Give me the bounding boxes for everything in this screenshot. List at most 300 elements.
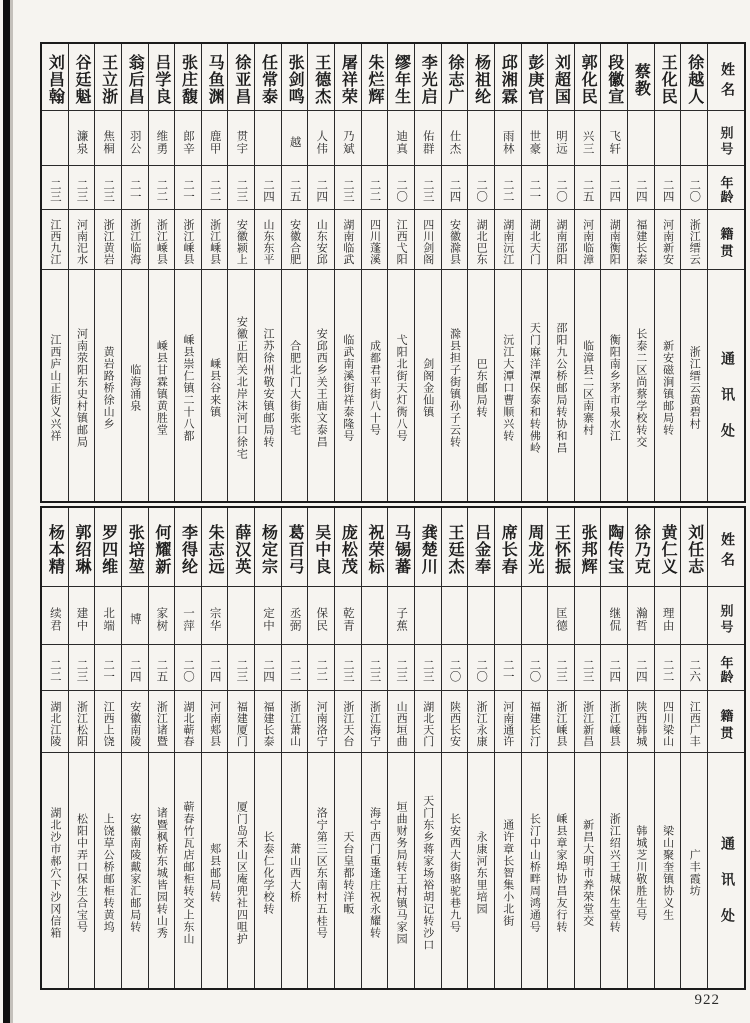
person-address: 滁县担子街镇孙子云转 xyxy=(442,269,468,501)
person-age: 二二 xyxy=(362,165,388,209)
person-column xyxy=(334,508,361,988)
person-address: 松阳中弄口保生合宝号 xyxy=(69,752,95,988)
person-address: 安徽南陵戴家汇邮局转 xyxy=(122,752,148,988)
person-age: 二三 xyxy=(335,165,361,209)
person-alias: 濂泉 xyxy=(69,110,95,165)
person-column xyxy=(68,44,95,501)
person-address: 河南荥阳东史村镇邮局 xyxy=(69,269,95,501)
person-name: 何耀新 xyxy=(152,524,170,575)
person-alias: 羽公 xyxy=(122,110,148,165)
person-native-place: 浙江海宁 xyxy=(362,690,388,752)
person-name: 吕金奉 xyxy=(472,524,490,575)
person-column xyxy=(227,44,254,501)
person-name: 缪年生 xyxy=(392,54,410,105)
person-address: 弋阳北街天灯衖八号 xyxy=(388,269,414,501)
person-native-place: 浙江缙云 xyxy=(681,209,707,269)
person-column xyxy=(680,508,707,988)
person-native-place: 浙江临海 xyxy=(122,209,148,269)
person-native-place: 湖南衡阳 xyxy=(601,209,627,269)
person-alias: 定中 xyxy=(255,586,281,644)
person-name: 郭化民 xyxy=(579,54,597,105)
person-native-place: 湖北天门 xyxy=(522,209,548,269)
person-alias xyxy=(575,586,601,644)
person-native-place: 浙江诸暨 xyxy=(149,690,175,752)
person-native-place: 浙江永康 xyxy=(468,690,494,752)
person-column xyxy=(521,44,548,501)
person-alias: 乃斌 xyxy=(335,110,361,165)
person-native-place: 江西弋阳 xyxy=(388,209,414,269)
person-age: 二四 xyxy=(628,165,654,209)
person-address: 长泰二区尚蔡学校转交 xyxy=(628,269,654,501)
person-column xyxy=(574,508,601,988)
person-native-place: 湖南邵阳 xyxy=(548,209,574,269)
person-name: 陶传宝 xyxy=(605,524,623,575)
person-native-place: 湖北天门 xyxy=(415,690,441,752)
person-column xyxy=(680,44,707,501)
person-name: 朱烂辉 xyxy=(366,54,384,105)
person-age: 二四 xyxy=(601,165,627,209)
person-native-place: 山东东平 xyxy=(255,209,281,269)
person-name: 徐志广 xyxy=(445,54,463,105)
person-column xyxy=(414,508,441,988)
row-header-name: 姓名 xyxy=(719,532,735,572)
person-address: 嵊县谷来镇 xyxy=(202,269,228,501)
person-column xyxy=(148,44,175,501)
person-alias xyxy=(628,110,654,165)
person-column xyxy=(201,44,228,501)
person-native-place: 湖北蕲春 xyxy=(175,690,201,752)
person-alias xyxy=(415,586,441,644)
person-alias: 北端 xyxy=(95,586,121,644)
row-header-age: 年龄 xyxy=(708,165,744,209)
person-address: 江苏徐州敬安镇邮局转 xyxy=(255,269,281,501)
row-header-column xyxy=(707,44,744,501)
person-address: 新昌大明市养荣堂交 xyxy=(575,752,601,988)
person-alias: 丞弼 xyxy=(282,586,308,644)
person-age: 二三 xyxy=(69,644,95,690)
person-alias: 瀚哲 xyxy=(628,586,654,644)
person-name: 徐亚昌 xyxy=(232,54,250,105)
person-address: 嵊县崇仁镇二十八都 xyxy=(175,269,201,501)
person-age: 二四 xyxy=(308,165,334,209)
person-column xyxy=(307,508,334,988)
person-age: 二三 xyxy=(228,165,254,209)
person-column xyxy=(547,508,574,988)
person-age: 二一 xyxy=(495,644,521,690)
person-native-place: 江西上饶 xyxy=(95,690,121,752)
person-age: 二〇 xyxy=(388,165,414,209)
row-header-column xyxy=(707,508,744,988)
person-age: 二〇 xyxy=(548,165,574,209)
person-native-place: 福建长泰 xyxy=(628,209,654,269)
person-column xyxy=(254,44,281,501)
person-native-place: 河南汜水 xyxy=(69,209,95,269)
person-native-place: 陕西长安 xyxy=(442,690,468,752)
person-address: 安徽正阳关北岸沫河口徐宅 xyxy=(228,269,254,501)
person-age: 二〇 xyxy=(681,165,707,209)
person-age: 二四 xyxy=(122,644,148,690)
person-name: 薛汉英 xyxy=(232,524,250,575)
person-column xyxy=(521,508,548,988)
person-column xyxy=(254,508,281,988)
person-native-place: 浙江嵊县 xyxy=(175,209,201,269)
person-age: 二六 xyxy=(681,644,707,690)
person-age: 二五 xyxy=(282,165,308,209)
person-alias xyxy=(681,586,707,644)
person-native-place: 河南郏县 xyxy=(202,690,228,752)
person-column xyxy=(121,508,148,988)
person-column xyxy=(494,508,521,988)
person-age: 二三 xyxy=(575,644,601,690)
person-name: 谷廷魁 xyxy=(72,54,90,105)
person-name: 黄仁义 xyxy=(659,524,677,575)
person-name: 李得纶 xyxy=(179,524,197,575)
person-name: 马锡蕃 xyxy=(392,524,410,575)
person-native-place: 湖南临武 xyxy=(335,209,361,269)
person-address: 临武南溪街祥泰隆号 xyxy=(335,269,361,501)
person-alias: 明远 xyxy=(548,110,574,165)
person-column xyxy=(94,44,121,501)
person-name: 蔡教 xyxy=(632,62,650,97)
person-name: 杨祖纶 xyxy=(472,54,490,105)
person-age: 二一 xyxy=(122,165,148,209)
person-age: 二二 xyxy=(655,644,681,690)
person-column xyxy=(174,508,201,988)
person-name: 王化民 xyxy=(659,54,677,105)
person-address: 蕲春竹瓦店邮柜转交上东山 xyxy=(175,752,201,988)
person-name: 任常泰 xyxy=(259,54,277,105)
person-column xyxy=(574,44,601,501)
person-age: 二一 xyxy=(522,165,548,209)
person-address: 湖北沙市郝穴下沙冈信箱 xyxy=(42,752,68,988)
person-age: 二五 xyxy=(575,165,601,209)
person-native-place: 浙江新昌 xyxy=(575,690,601,752)
person-age: 二四 xyxy=(255,165,281,209)
person-address: 沅江大潭口曹顺兴转 xyxy=(495,269,521,501)
person-alias: 鹿甲 xyxy=(202,110,228,165)
person-name: 徐乃克 xyxy=(632,524,650,575)
person-name: 王廷杰 xyxy=(445,524,463,575)
person-native-place: 安徽南陵 xyxy=(122,690,148,752)
person-name: 徐越人 xyxy=(685,54,703,105)
person-column xyxy=(441,44,468,501)
person-alias: 维勇 xyxy=(149,110,175,165)
person-address: 巴东邮局转 xyxy=(468,269,494,501)
person-address: 新安磁涧镇邮局转 xyxy=(655,269,681,501)
person-age: 二三 xyxy=(415,644,441,690)
person-address: 临漳县二区南寨村 xyxy=(575,269,601,501)
person-column xyxy=(414,44,441,501)
person-column xyxy=(387,44,414,501)
person-column xyxy=(148,508,175,988)
person-column xyxy=(361,44,388,501)
person-name: 刘任志 xyxy=(685,524,703,575)
row-header-age: 年龄 xyxy=(708,644,744,690)
person-native-place: 四川梁山 xyxy=(655,690,681,752)
person-address: 梁山聚奎镇协义生 xyxy=(655,752,681,988)
person-column xyxy=(42,508,68,988)
person-age: 二二 xyxy=(308,644,334,690)
person-name: 龚楚川 xyxy=(419,524,437,575)
person-column xyxy=(654,508,681,988)
person-column xyxy=(201,508,228,988)
person-age: 二〇 xyxy=(442,644,468,690)
person-column xyxy=(361,508,388,988)
person-address: 黄岩路桥徐山乡 xyxy=(95,269,121,501)
person-column xyxy=(68,508,95,988)
person-address: 永康河东里培园 xyxy=(468,752,494,988)
person-native-place: 江西九江 xyxy=(42,209,68,269)
person-native-place: 浙江嵊县 xyxy=(202,209,228,269)
person-column xyxy=(227,508,254,988)
person-alias: 乾青 xyxy=(335,586,361,644)
person-alias xyxy=(468,586,494,644)
person-native-place: 浙江嵊县 xyxy=(149,209,175,269)
person-column xyxy=(42,44,68,501)
person-alias: 兴三 xyxy=(575,110,601,165)
person-name: 朱志远 xyxy=(206,524,224,575)
person-alias: 郎辛 xyxy=(175,110,201,165)
person-alias xyxy=(362,110,388,165)
person-alias: 仕杰 xyxy=(442,110,468,165)
person-column xyxy=(600,508,627,988)
person-alias: 飞轩 xyxy=(601,110,627,165)
person-address: 天台皇都转洋畈 xyxy=(335,752,361,988)
person-native-place: 山西垣曲 xyxy=(388,690,414,752)
person-name: 周龙光 xyxy=(525,524,543,575)
person-address: 衡阳南乡茅市泉水江 xyxy=(601,269,627,501)
person-name: 张培堃 xyxy=(126,524,144,575)
person-column xyxy=(467,508,494,988)
person-address: 韩城芝川敬胜生号 xyxy=(628,752,654,988)
person-address: 长安西大街骆驼巷九号 xyxy=(442,752,468,988)
person-column xyxy=(121,44,148,501)
person-column xyxy=(441,508,468,988)
person-alias: 人伟 xyxy=(308,110,334,165)
person-native-place: 浙江嵊县 xyxy=(548,690,574,752)
person-address: 垣曲财务局转王村镇马家园 xyxy=(388,752,414,988)
person-age: 二二 xyxy=(202,165,228,209)
person-name: 吕学良 xyxy=(152,54,170,105)
person-age: 二〇 xyxy=(522,644,548,690)
person-alias: 焦桐 xyxy=(95,110,121,165)
person-native-place: 山东安邱 xyxy=(308,209,334,269)
person-native-place: 河南临漳 xyxy=(575,209,601,269)
person-age: 二三 xyxy=(415,165,441,209)
person-address: 诸暨枫桥东城皆园转山秀 xyxy=(149,752,175,988)
person-address: 长汀中山桥畔周鸿通号 xyxy=(522,752,548,988)
person-age: 二二 xyxy=(42,644,68,690)
person-name: 祝荣标 xyxy=(366,524,384,575)
person-native-place: 陕西韩城 xyxy=(628,690,654,752)
person-column xyxy=(494,44,521,501)
person-address: 浙江绍兴王城保生堂转 xyxy=(601,752,627,988)
scan-edge-smudge xyxy=(10,0,13,1023)
person-age: 二〇 xyxy=(468,644,494,690)
person-age: 二三 xyxy=(228,644,254,690)
person-age: 二五 xyxy=(149,644,175,690)
row-header-native: 籍贯 xyxy=(708,690,744,752)
person-native-place: 浙江黄岩 xyxy=(95,209,121,269)
person-alias xyxy=(442,586,468,644)
person-native-place: 湖北江陵 xyxy=(42,690,68,752)
person-age: 二三 xyxy=(95,165,121,209)
person-name: 屠祥荣 xyxy=(339,54,357,105)
person-name: 翁后昌 xyxy=(126,54,144,105)
person-name: 刘超国 xyxy=(552,54,570,105)
person-age: 二二 xyxy=(282,644,308,690)
person-name: 李光启 xyxy=(419,54,437,105)
person-age: 二四 xyxy=(202,644,228,690)
row-header-address: 通讯处 xyxy=(708,752,744,988)
person-alias: 迪真 xyxy=(388,110,414,165)
person-address: 郏县邮局转 xyxy=(202,752,228,988)
person-age: 二四 xyxy=(655,165,681,209)
person-name: 张剑鸣 xyxy=(286,54,304,105)
scan-edge-artifact xyxy=(3,0,10,1023)
person-address: 嵊县甘霖镇黄胜堂 xyxy=(149,269,175,501)
person-name: 王立浙 xyxy=(99,54,117,105)
person-address: 成都君平街八十号 xyxy=(362,269,388,501)
person-address: 海宁西门重逢庄祝永耀转 xyxy=(362,752,388,988)
person-age: 二三 xyxy=(42,165,68,209)
person-native-place: 河南通许 xyxy=(495,690,521,752)
person-native-place: 江西广丰 xyxy=(681,690,707,752)
person-alias: 一萍 xyxy=(175,586,201,644)
person-name: 庞松茂 xyxy=(339,524,357,575)
person-alias xyxy=(655,110,681,165)
person-column xyxy=(467,44,494,501)
person-age: 二〇 xyxy=(175,644,201,690)
person-name: 王怀振 xyxy=(552,524,570,575)
person-alias: 继侃 xyxy=(601,586,627,644)
person-column xyxy=(387,508,414,988)
person-alias xyxy=(681,110,707,165)
person-alias xyxy=(362,586,388,644)
person-column xyxy=(94,508,121,988)
person-native-place: 浙江嵊县 xyxy=(601,690,627,752)
person-column xyxy=(600,44,627,501)
person-column xyxy=(627,508,654,988)
person-age: 二三 xyxy=(548,644,574,690)
person-alias: 贯宇 xyxy=(228,110,254,165)
person-native-place: 河南新安 xyxy=(655,209,681,269)
person-native-place: 河南洛宁 xyxy=(308,690,334,752)
person-native-place: 浙江萧山 xyxy=(282,690,308,752)
directory-table-bottom xyxy=(40,506,746,990)
person-alias xyxy=(495,586,521,644)
person-address: 广丰霞坊 xyxy=(681,752,707,988)
person-age: 二四 xyxy=(442,165,468,209)
person-native-place: 四川剑阁 xyxy=(415,209,441,269)
person-address: 剑阁金仙镇 xyxy=(415,269,441,501)
person-alias: 续君 xyxy=(42,586,68,644)
person-address: 浙江缙云黄碧村 xyxy=(681,269,707,501)
person-name: 席长春 xyxy=(499,524,517,575)
person-alias: 佑群 xyxy=(415,110,441,165)
person-alias xyxy=(228,586,254,644)
person-address: 长泰仁化学校转 xyxy=(255,752,281,988)
person-alias: 越 xyxy=(282,110,308,165)
person-native-place: 安徽滁县 xyxy=(442,209,468,269)
person-native-place: 安徽颍上 xyxy=(228,209,254,269)
directory-table-top xyxy=(40,42,746,503)
person-alias xyxy=(42,110,68,165)
person-name: 王德杰 xyxy=(312,54,330,105)
person-column xyxy=(627,44,654,501)
person-alias: 世豪 xyxy=(522,110,548,165)
person-column xyxy=(174,44,201,501)
person-age: 二三 xyxy=(69,165,95,209)
person-name: 马鱼渊 xyxy=(206,54,224,105)
person-address: 天门麻洋潭保泰和转佛岭 xyxy=(522,269,548,501)
person-column xyxy=(654,44,681,501)
person-address: 合肥北门大街张宅 xyxy=(282,269,308,501)
person-name: 杨定宗 xyxy=(259,524,277,575)
person-alias xyxy=(255,110,281,165)
person-name: 葛百弓 xyxy=(286,524,304,575)
person-name: 郭绍琳 xyxy=(72,524,90,575)
person-address: 上饶草公桥邮柜转黄坞 xyxy=(95,752,121,988)
person-address: 邵阳九公桥邮局转协和昌 xyxy=(548,269,574,501)
person-alias: 子蕉 xyxy=(388,586,414,644)
person-name: 罗四维 xyxy=(99,524,117,575)
row-header-alias: 别号 xyxy=(708,586,744,644)
person-age: 二三 xyxy=(335,644,361,690)
person-name: 杨本精 xyxy=(46,524,64,575)
person-alias xyxy=(522,586,548,644)
person-column xyxy=(334,44,361,501)
person-name: 刘昌翰 xyxy=(46,54,64,105)
person-age: 二〇 xyxy=(468,165,494,209)
person-alias: 博 xyxy=(122,586,148,644)
row-header-alias: 别号 xyxy=(708,110,744,165)
person-alias: 保民 xyxy=(308,586,334,644)
person-column xyxy=(307,44,334,501)
person-alias: 匡德 xyxy=(548,586,574,644)
person-native-place: 浙江天台 xyxy=(335,690,361,752)
person-age: 二二 xyxy=(495,165,521,209)
person-address: 江西庐山正街义兴祥 xyxy=(42,269,68,501)
person-age: 二一 xyxy=(95,644,121,690)
person-address: 安邱西乡关王庙文泰昌 xyxy=(308,269,334,501)
person-age: 二四 xyxy=(255,644,281,690)
person-address: 天门东乡蒋家场裕胡记转沙口 xyxy=(415,752,441,988)
page-number: 922 xyxy=(694,992,720,1008)
person-name: 彭庚官 xyxy=(525,54,543,105)
person-native-place: 四川蓬溪 xyxy=(362,209,388,269)
person-age: 二一 xyxy=(175,165,201,209)
person-native-place: 湖南沅江 xyxy=(495,209,521,269)
person-address: 洛宁第三区东南村五桂号 xyxy=(308,752,334,988)
person-alias: 理由 xyxy=(655,586,681,644)
person-alias: 宗华 xyxy=(202,586,228,644)
person-alias xyxy=(468,110,494,165)
person-column xyxy=(281,508,308,988)
person-column xyxy=(281,44,308,501)
row-header-name: 姓名 xyxy=(719,62,735,102)
person-alias: 家树 xyxy=(149,586,175,644)
person-native-place: 浙江松阳 xyxy=(69,690,95,752)
person-address: 厦门岛禾山区庵兜社四咀护 xyxy=(228,752,254,988)
person-address: 通许章长智集小北街 xyxy=(495,752,521,988)
person-address: 萧山西大桥 xyxy=(282,752,308,988)
person-age: 二三 xyxy=(362,644,388,690)
person-native-place: 福建长泰 xyxy=(255,690,281,752)
person-name: 张邦辉 xyxy=(579,524,597,575)
person-name: 吴中良 xyxy=(312,524,330,575)
person-native-place: 湖北巴东 xyxy=(468,209,494,269)
